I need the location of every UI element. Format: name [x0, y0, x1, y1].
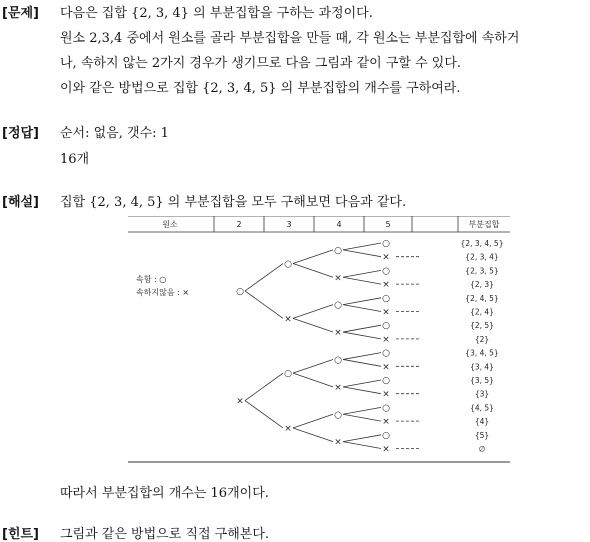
header-label-4: 5 [385, 220, 391, 229]
subset-label-2: {2, 3, 5} [465, 266, 499, 276]
branch-2-3-2 [245, 373, 283, 400]
branch-3-4-3 [293, 318, 333, 332]
branch-4-5-2 [343, 270, 381, 277]
node-5-8: ○ [382, 348, 390, 359]
node-3-2: ○ [284, 369, 292, 380]
node-5-6: ○ [382, 321, 390, 332]
answer-line-2: 16개 [60, 152, 90, 167]
node-5-10: ○ [382, 376, 390, 386]
branch-4-5-5 [343, 305, 381, 312]
node-4-1: × [334, 273, 342, 284]
subset-label-4: {2, 4, 5} [465, 293, 499, 303]
subset-label-1: {2, 3, 4} [465, 252, 499, 262]
branch-4-5-7 [343, 332, 381, 339]
node-3-3: × [284, 423, 292, 434]
branch-3-4-0 [293, 250, 333, 264]
branch-4-5-0 [343, 243, 381, 250]
subset-label-11: {3} [474, 389, 490, 399]
branch-2-3-3 [245, 401, 283, 428]
node-4-2: ○ [334, 300, 342, 311]
node-5-2: ○ [382, 266, 390, 277]
branch-4-5-10 [343, 380, 381, 387]
subset-label-14: {5} [474, 430, 490, 440]
subset-label-10: {3, 5} [470, 376, 494, 385]
explanation-tag: [해설] [2, 195, 39, 210]
explanation-intro: 집합 {2, 3, 4, 5} 의 부분집합을 모두 구해보면 다음과 같다. [60, 195, 407, 210]
node-5-15: × [382, 444, 390, 455]
branch-4-5-8 [343, 353, 381, 360]
node-5-7: × [382, 334, 390, 345]
problem-line-3: 나, 속하지 않는 2가지 경우가 생기므로 다음 그림과 같이 구할 수 있다. [60, 56, 462, 71]
problem-tag: [문제] [2, 6, 39, 21]
branch-3-4-5 [293, 373, 333, 387]
node-5-1: × [382, 252, 390, 263]
node-3-1: × [284, 314, 292, 325]
node-5-13: × [382, 417, 390, 428]
branch-4-5-12 [343, 407, 381, 414]
subset-label-5: {2, 4} [470, 307, 494, 317]
subset-label-6: {2, 5} [470, 321, 494, 331]
subset-label-8: {3, 4, 5} [465, 348, 499, 358]
node-5-14: ○ [382, 430, 390, 441]
branch-4-5-6 [343, 325, 381, 332]
node-4-7: × [334, 437, 342, 448]
node-3-0: ○ [284, 259, 292, 270]
node-4-6: ○ [334, 410, 342, 421]
branch-4-5-4 [343, 298, 381, 305]
branch-2-3-1 [245, 291, 283, 318]
branch-4-5-15 [343, 442, 381, 449]
node-5-0: ○ [382, 239, 390, 249]
branch-3-4-2 [293, 305, 333, 319]
legend-out: 속하지않음 : × [136, 288, 190, 297]
branch-4-5-11 [343, 387, 381, 394]
problem-line-4: 이와 같은 방법으로 집합 {2, 3, 4, 5} 의 부분집합의 개수를 구하여라. [60, 81, 461, 96]
hint-text: 그림과 같은 방법으로 직접 구해본다. [60, 527, 270, 542]
branch-4-5-3 [343, 277, 381, 284]
node-5-3: × [382, 280, 390, 291]
branch-3-4-4 [293, 359, 333, 373]
node-4-5: × [334, 382, 342, 393]
node-5-4: ○ [382, 293, 390, 304]
node-4-3: × [334, 328, 342, 339]
header-label-1: 2 [236, 220, 242, 229]
node-2-in: ○ [236, 286, 244, 297]
branch-3-4-7 [293, 428, 333, 442]
subset-label-13: {4} [474, 417, 490, 427]
subset-label-12: {4, 5} [470, 403, 494, 413]
node-5-5: × [382, 307, 390, 318]
subset-label-9: {3, 4} [470, 362, 494, 372]
node-5-11: × [382, 389, 390, 400]
subset-tree-diagram [128, 216, 518, 468]
subset-label-3: {2, 3} [470, 280, 494, 290]
branch-4-5-13 [343, 414, 381, 421]
header-label-3: 4 [336, 220, 342, 229]
node-5-12: ○ [382, 403, 390, 414]
node-5-9: × [382, 362, 390, 373]
problem-line-2: 원소 2,3,4 중에서 원소를 골라 부분집합을 만들 때, 각 원소는 부분집합에 속하거 [60, 31, 520, 46]
subset-label-7: {2} [474, 334, 490, 344]
header-label-0: 원소 [162, 220, 178, 229]
subset-label-15: ∅ [478, 444, 486, 454]
legend-in: 속함 : ○ [136, 275, 167, 284]
branch-3-4-6 [293, 414, 333, 428]
header-label-2: 3 [286, 220, 292, 229]
hint-tag: [힌트] [2, 527, 39, 542]
node-2-out: × [236, 396, 244, 407]
branch-2-3-0 [245, 264, 283, 291]
node-4-0: ○ [334, 245, 342, 256]
branch-4-5-14 [343, 435, 381, 442]
header-label-5: 부분집합 [468, 220, 500, 229]
answer-tag: [정답] [2, 126, 39, 141]
answer-line-1: 순서: 없음, 갯수: 1 [60, 126, 169, 141]
branch-4-5-9 [343, 359, 381, 366]
explanation-conclusion: 따라서 부분집합의 개수는 16개이다. [60, 486, 269, 501]
problem-line-1: 다음은 집합 {2, 3, 4} 의 부분집합을 구하는 과정이다. [60, 6, 373, 21]
branch-3-4-1 [293, 264, 333, 278]
branch-4-5-1 [343, 250, 381, 257]
subset-label-0: {2, 3, 4, 5} [460, 239, 504, 248]
node-4-4: ○ [334, 355, 342, 366]
